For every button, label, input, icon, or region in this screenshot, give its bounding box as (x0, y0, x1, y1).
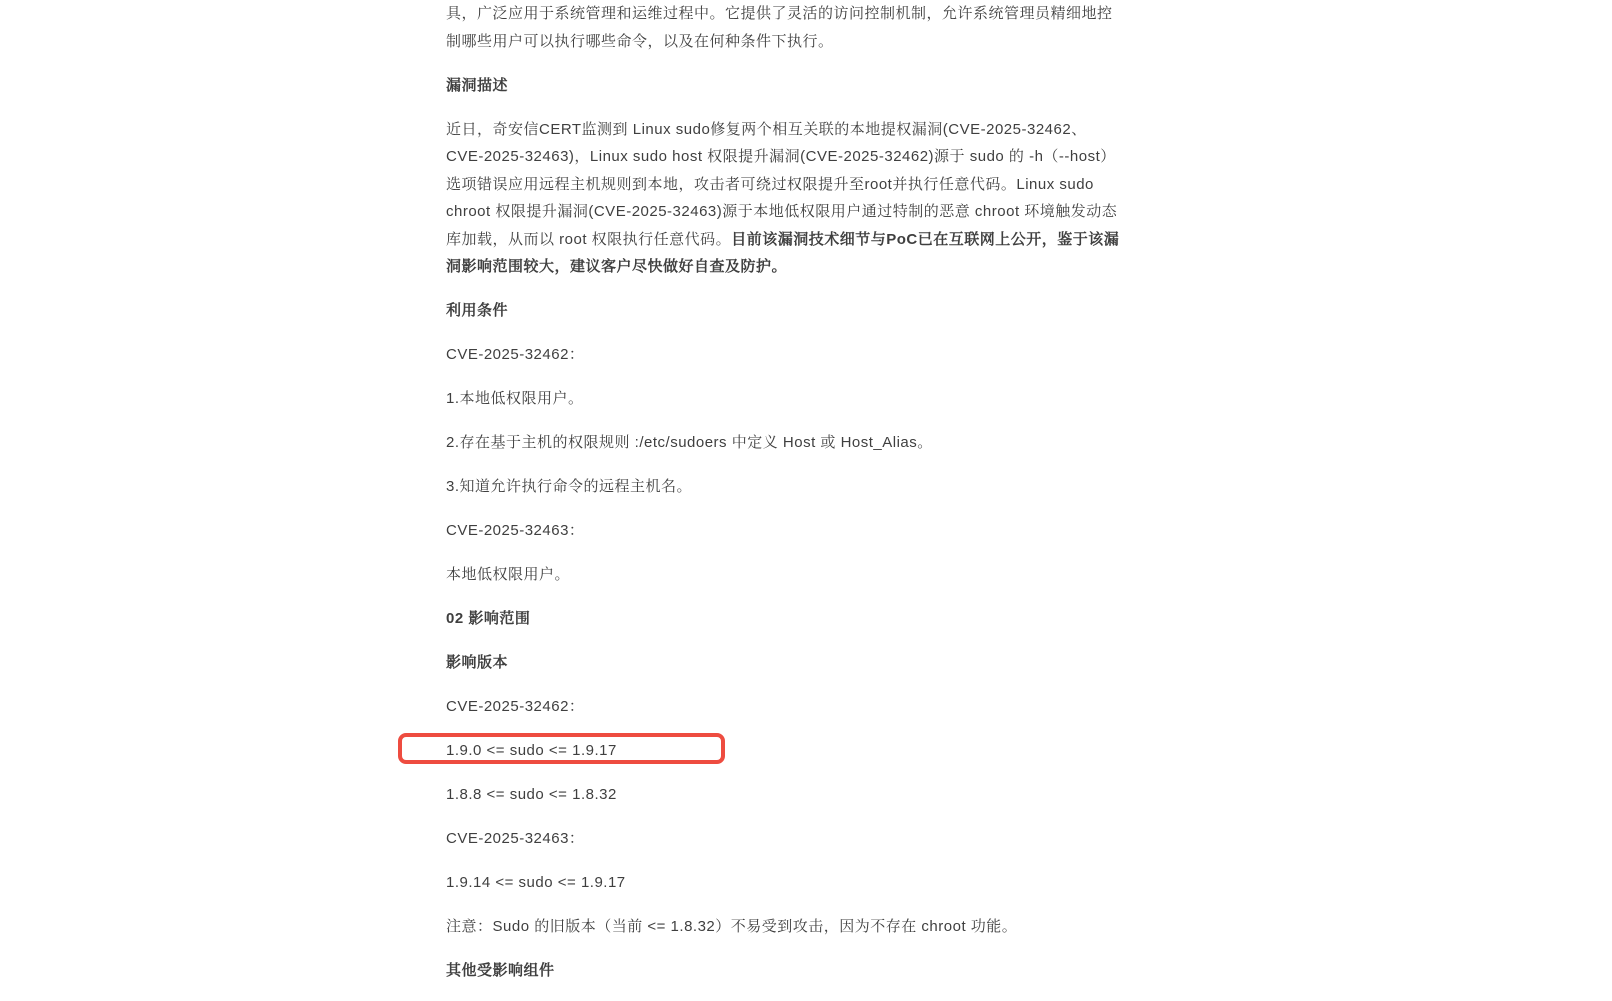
paragraph-note: 注意：Sudo 的旧版本（当前 <= 1.8.32）不易受到攻击，因为不存在 chroot 功能。 (446, 918, 1018, 935)
paragraph-vulnerability-description (446, 116, 1121, 281)
affected-version-range-3: 1.9.14 <= sudo <= 1.9.17 (446, 874, 626, 891)
vuln-desc-bold-text: 目前该漏洞技术细节与PoC已在互联网上公开，鉴于该漏洞影响范围较大，建议客户尽快做好自查及防护。 (446, 230, 1120, 275)
affected-version-range-2: 1.8.8 <= sudo <= 1.8.32 (446, 786, 617, 803)
condition-item-4: 本地低权限用户。 (446, 566, 571, 583)
versions-cve-2025-32462-label: CVE-2025-32462： (446, 698, 585, 715)
affected-version-range-1 (446, 737, 1121, 765)
version-range-text: 1.9.0 <= sudo <= 1.9.17 (446, 742, 617, 759)
condition-item-2: 2.存在基于主机的权限规则 :/etc/sudoers 中定义 Host 或 Host_Alias。 (446, 434, 933, 451)
article-content (446, 0, 1121, 1001)
vuln-desc-normal-text: 近日，奇安信CERT监测到 Linux sudo修复两个相互关联的本地提权漏洞(CVE-2025-32462、CVE-2025-32463)，Linux sudo host 权限提升漏洞(CVE-2025-32462)源于 sudo 的 -h（--host）选项错误应用远程主机规则到本地，攻击者可绕过权限提升至root并执行任意代码。Linux sudo chroot 权限提升漏洞(CVE-2025-32463)源于本地低权限用户通过特制的恶意 chroot 环境触发动态库加载，从而以 root 权限执行任意代码。 (446, 120, 1118, 248)
condition-item-3: 3.知道允许执行命令的远程主机名。 (446, 478, 693, 495)
conditions-cve-2025-32462-label: CVE-2025-32462： (446, 346, 585, 363)
heading-affected-versions: 影响版本 (446, 654, 509, 671)
heading-vulnerability-description: 漏洞描述 (446, 76, 509, 94)
conditions-cve-2025-32463-label: CVE-2025-32463： (446, 522, 585, 539)
paragraph-intro-continued: 具，广泛应用于系统管理和运维过程中。它提供了灵活的访问控制机制，允许系统管理员精细地控制哪些用户可以执行哪些命令，以及在何种条件下执行。 (446, 5, 1113, 50)
condition-item-1: 1.本地低权限用户。 (446, 390, 584, 407)
heading-impact-scope: 02 影响范围 (446, 610, 531, 627)
heading-exploit-conditions: 利用条件 (446, 302, 509, 319)
heading-other-affected-components: 其他受影响组件 (446, 962, 555, 979)
versions-cve-2025-32463-label: CVE-2025-32463： (446, 830, 585, 847)
